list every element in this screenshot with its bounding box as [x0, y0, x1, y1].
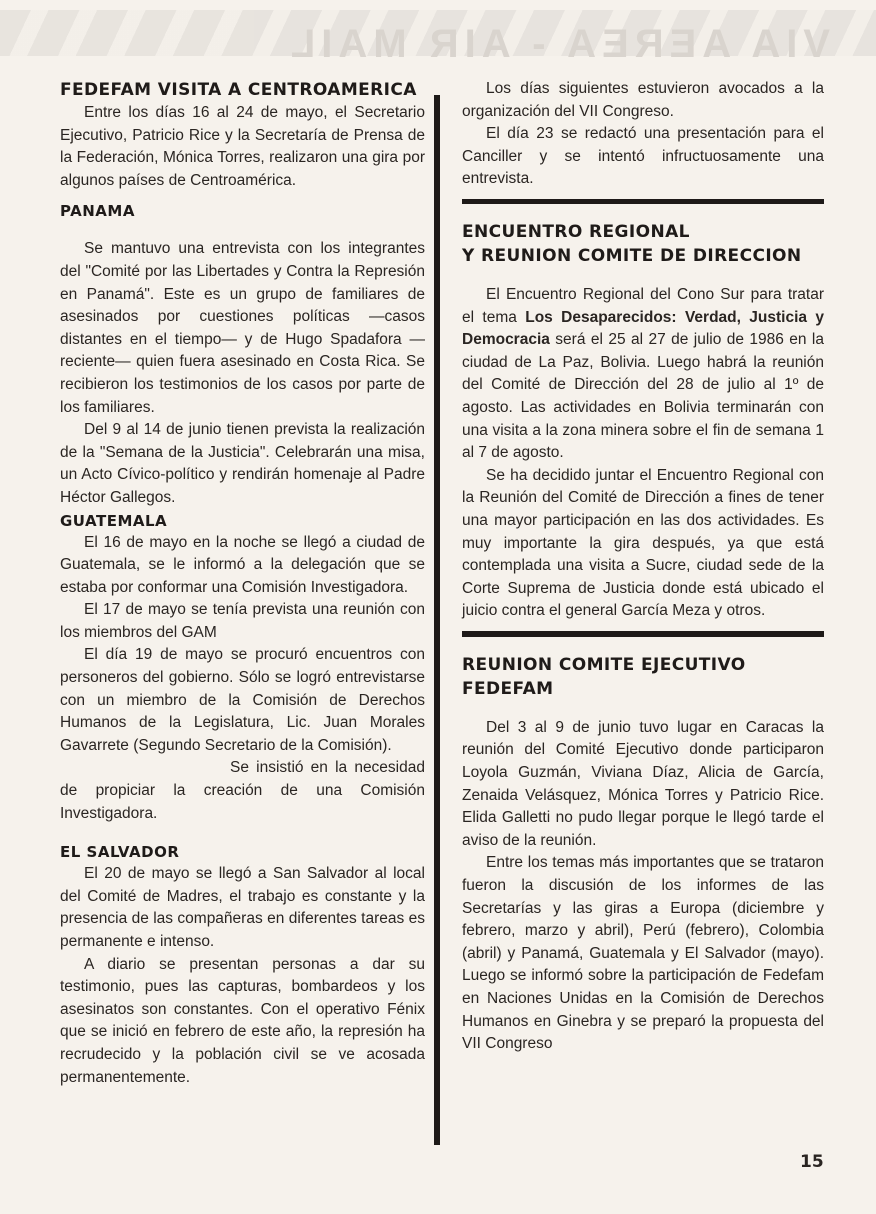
airmail-banner [0, 10, 876, 66]
salvador-paragraph-1: El 20 de mayo se llegó a San Salvador al local del Comité de Madres, el trabajo es constante y la presencia de las compañeras en diferentes tareas es permanente e intenso. [60, 865, 425, 950]
guatemala-paragraph-2: El 17 de mayo se tenía prevista una reunión con los miembros del GAM [60, 601, 425, 641]
encuentro-paragraph-2: Se ha decidido juntar el Encuentro Regional con la Reunión del Comité de Dirección a fines de tener una mayor participación en las dos actividades. Es muy importante la gira después, ya que está contemplada una visita a Sucre, ciudad sede de la Corte Suprema de Justicia donde está ubicado el juicio contra el general García Meza y otros. [462, 466, 824, 620]
article-title-ejecutivo-line2: FEDEFAM [462, 678, 554, 699]
guatemala-paragraph-3: El día 19 de mayo se procuró encuentros con personeros del gobierno. Sólo se logró entrevistarse con un miembro de la Comisión de Derechos Humanos de la Legislatura, Lic. Juan Morales Gavarrete (Segundo Secretario de la Comisión). [60, 646, 425, 754]
section-heading-el-salvador: EL SALVADOR [60, 843, 180, 862]
left-column [60, 78, 425, 1089]
article-title-centroamerica: FEDEFAM VISITA A CENTROAMERICA [60, 80, 417, 100]
encuentro-theme: Los Desaparecidos: Verdad, Justicia y Democracia [462, 308, 824, 349]
intro-paragraph: Entre los días 16 al 24 de mayo, el Secretario Ejecutivo, Patricio Rice y la Secretaría de Prensa de la Federación, Mónica Torres, realizaron una gira por algunos países de Centroamérica. [60, 104, 425, 189]
article-title-encuentro-line2: Y REUNION COMITE DE DIRECCION [462, 245, 802, 266]
panama-paragraph-2: Del 9 al 14 de junio tienen prevista la realización de la "Semana de la Justicia". Celebrarán una misa, un Acto Cívico-político y rendirán homenaje al Padre Héctor Gallegos. [60, 421, 425, 506]
article-title-encuentro-line1: ENCUENTRO REGIONAL [462, 221, 690, 242]
ejecutivo-paragraph-1: Del 3 al 9 de junio tuvo lugar en Caracas la reunión del Comité Ejecutivo donde participaron Loyola Guzmán, Viviana Díaz, Alicia de García, Zenaida Velásquez, Mónica Torres y Patricio Rice. Elida Galletti no pudo llegar porque le llegó tarde el aviso de la reunión. [462, 718, 824, 849]
airmail-banner-text: VIA AEREA - AIR MAIL [284, 22, 830, 66]
encuentro-text-b: será el 25 al 27 de julio de 1986 en la ciudad de La Paz, Bolivia. Luego habrá la reunión del Comité de Dirección del 28 de julio al 1º de agosto. Las actividades en Bolivia terminarán con una visita a la zona minera sobre el fin de semana 1 al 7 de agosto. [462, 331, 824, 462]
guatemala-paragraph-1: El 16 de mayo en la noche se llegó a ciudad de Guatemala, se le informó a la delegación que se estaba por conformar una Comisión Investigadora. [60, 533, 425, 596]
continuation-paragraph-2: El día 23 se redactó una presentación para el Canciller y se intentó infructuosamente una entrevista. [462, 125, 824, 188]
panama-paragraph-1: Se mantuvo una entrevista con los integrantes del "Comité por las Libertades y Contra la Represión en Panamá". Este es un grupo de familiares de asesinados por cuestiones políticas —casos distantes en el tiempo— y de Hugo Spadafora —reciente— quien fuera asesinado en Costa Rica. Se recibieron los testimonios de los casos por parte de los familiares. [60, 240, 425, 416]
section-heading-guatemala: GUATEMALA [60, 511, 168, 530]
article-title-ejecutivo-line1: REUNION COMITE EJECUTIVO [462, 654, 746, 675]
encuentro-paragraph-1 [462, 284, 824, 465]
encuentro-text-a: El Encuentro Regional del Cono Sur para tratar el tema [462, 285, 824, 326]
column-divider [434, 95, 440, 1145]
guatemala-paragraph-4: Se insistió en la necesidad de propiciar la creación de una Comisión Investigadora. [60, 759, 425, 822]
continuation-paragraph-1: Los días siguientes estuvieron avocados a la organización del VII Congreso. [462, 80, 824, 120]
salvador-paragraph-2: A diario se presentan personas a dar su testimonio, pues las capturas, bombardeos y los asesinatos son constantes. Con el operativo Fénix que se inició en febrero de este año, la represión ha recrudecido y la población civil se ve acosada permanentemente. [60, 955, 425, 1086]
section-heading-panama: PANAMA [60, 202, 135, 221]
page-number: 15 [800, 1152, 824, 1172]
section-divider [462, 629, 824, 639]
section-divider [462, 197, 824, 206]
ejecutivo-paragraph-2: Entre los temas más importantes que se trataron fueron la discusión de los informes de las Secretarías y las giras a Europa (diciembre y febrero, marzo y abril), Perú (febrero), Colombia (abril) y Panamá, Guatemala y El Salvador (mayo). Luego se informó sobre la participación de Fedefam en Naciones Unidas en la Comisión de Derechos Humanos en Ginebra y se preparó la propuesta del VII Congreso [462, 854, 824, 1053]
right-column [462, 78, 824, 1056]
